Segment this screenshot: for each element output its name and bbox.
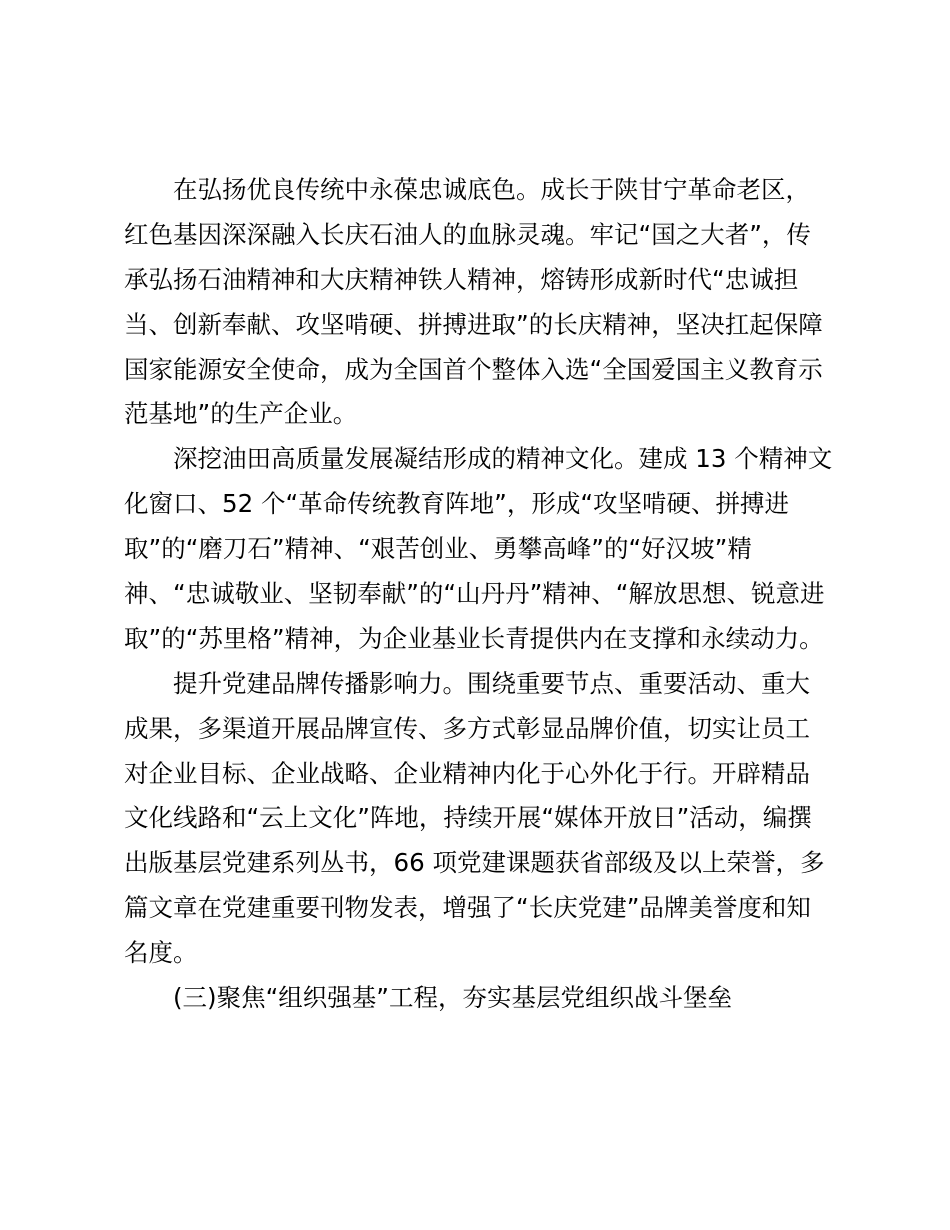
- text-line: 提升党建品牌传播影响力。围绕重要节点、重要活动、重大: [173, 668, 810, 698]
- text-line: 化窗口、52 个“革命传统教育阵地”，形成“攻坚啃硬、拼搏进: [124, 489, 790, 519]
- text-line: 名度。: [124, 938, 198, 968]
- text-line: 取”的“苏里格”精神，为企业基业长青提供内在支撑和永续动力。: [124, 623, 824, 653]
- text-line: 成果，多渠道开展品牌宣传、多方式彰显品牌价值，切实让员工: [124, 713, 810, 743]
- text-line: 对企业目标、企业战略、企业精神内化于心外化于行。开辟精品: [124, 758, 810, 788]
- paragraph-loyalty: [124, 168, 836, 437]
- text-line: 篇文章在党建重要刊物发表，增强了“长庆党建”品牌美誉度和知: [124, 893, 811, 923]
- text-line: 出版基层党建系列丛书，66 项党建课题获省部级及以上荣誉，多: [124, 848, 825, 878]
- text-line: (三)聚焦“组织强基”工程，夯实基层党组织战斗堡垒: [173, 983, 732, 1013]
- text-line: 承弘扬石油精神和大庆精神铁人精神，熔铸形成新时代“忠诚担: [124, 264, 799, 294]
- text-line: 当、创新奉献、攻坚啃硬、拼搏进取”的长庆精神，坚决扛起保障: [124, 309, 823, 339]
- text-line: 取”的“磨刀石”精神、“艰苦创业、勇攀高峰”的“好汉坡”精: [124, 534, 752, 564]
- text-line: 深挖油田高质量发展凝结形成的精神文化。建成 13 个精神文: [173, 444, 833, 474]
- document-body: [124, 168, 836, 1021]
- text-line: 在弘扬优良传统中永葆忠诚底色。成长于陕甘宁革命老区，: [173, 175, 810, 204]
- paragraph-brand-influence: [124, 662, 836, 976]
- text-line: 范基地”的生产企业。: [124, 399, 358, 429]
- paragraph-spirit-culture: [124, 437, 836, 661]
- text-line: 神、“忠诚敬业、坚韧奉献”的“山丹丹”精神、“解放思想、锐意进: [124, 579, 825, 609]
- text-line: 红色基因深深融入长庆石油人的血脉灵魂。牢记“国之大者”，传: [124, 219, 811, 249]
- text-line: 文化线路和“云上文化”阵地，持续开展“媒体开放日”活动，编撰: [124, 803, 812, 833]
- section-heading: [124, 976, 836, 1021]
- text-line: 国家能源安全使命，成为全国首个整体入选“全国爱国主义教育示: [124, 354, 823, 384]
